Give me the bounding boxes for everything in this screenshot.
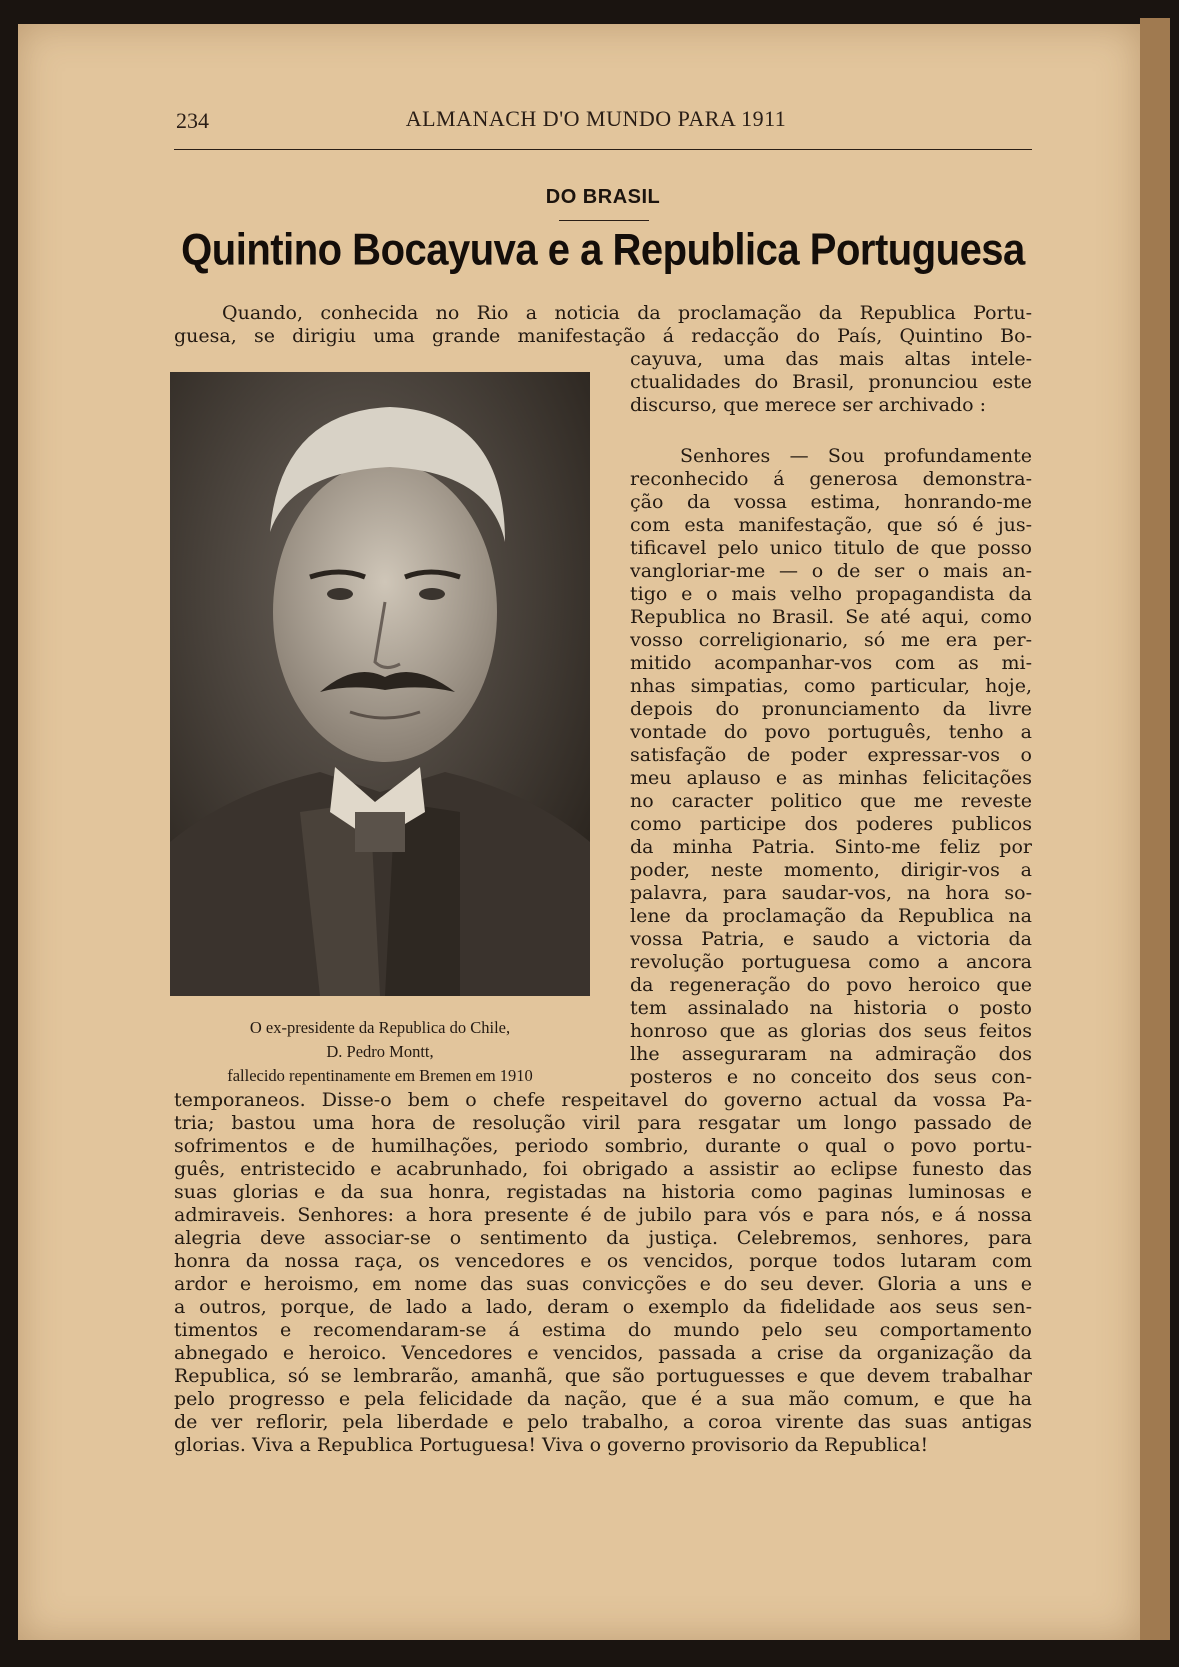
section-label: DO BRASIL — [545, 186, 661, 208]
speech-line: palavra, para saudar-vos, na hora so- — [630, 882, 1032, 904]
speech-line: honra da nossa raça, os vencedores e os vencidos, porque todos lutaram com — [174, 1250, 1032, 1272]
speech-line: revolução portuguesa como a ancora — [630, 951, 1032, 973]
speech-line: pelo progresso e pela felicidade da nação, que é a sua mão comum, e que ha — [174, 1388, 1032, 1410]
speech-line: Republica no Brasil. Se até aqui, como — [630, 606, 1032, 628]
speech-line: vosso correligionario, só me era per- — [630, 629, 1032, 651]
speech-line: vangloriar-me — o de ser o mais an- — [630, 560, 1032, 582]
figure-caption-line: fallecido repentinamente em Bremen em 1910 — [227, 1066, 533, 1085]
speech-line: Republica, só se lembrarão, amanhã, que são portuguesses e que devem trabalhar — [174, 1365, 1032, 1387]
speech-line: vontade do povo português, tenho a — [630, 721, 1032, 743]
running-head — [158, 88, 1034, 133]
speech-line: temporaneos. Disse-o bem o chefe respeitavel do governo actual da vossa Pa- — [174, 1089, 1032, 1111]
speech-line: tem assinalado na historia o posto — [630, 997, 1032, 1019]
portrait-photo — [170, 372, 590, 996]
intro-line: ctualidades do Brasil, pronunciou este — [630, 371, 1032, 393]
speech-line: glorias. Viva a Republica Portuguesa! Viva o governo provisorio da Republica! — [174, 1434, 929, 1456]
speech-line: vossa Patria, e saudo a victoria da — [630, 928, 1032, 950]
speech-line: como participe dos poderes publicos — [630, 813, 1032, 835]
speech-line: da minha Patria. Sinto-me feliz por — [630, 836, 1032, 858]
headline: Quintino Bocayuva e a Republica Portuguesa — [181, 225, 1025, 275]
speech-line: ção da vossa estima, honrando-me — [630, 491, 1032, 513]
intro-line: discurso, que merece ser archivado : — [630, 394, 986, 416]
speech-line: da regeneração do povo heroico que — [630, 974, 1032, 996]
speech-line: tificavel pelo unico titulo de que posso — [630, 537, 1032, 559]
speech-line: depois do pronunciamento da livre — [630, 698, 1032, 720]
speech-line: tigo e o mais velho propagandista da — [630, 583, 1032, 605]
page-edge — [1140, 18, 1170, 1640]
section-rule — [559, 220, 649, 221]
speech-line: sofrimentos e de humilhações, periodo sombrio, durante o qual o povo portu- — [174, 1135, 1032, 1157]
speech-line: alegria deve associar-se o sentimento da justiça. Celebremos, senhores, para — [174, 1227, 1032, 1249]
speech-line: mitido acompanhar-vos com as mi- — [630, 652, 1032, 674]
speech-line: ardor e heroismo, em nome das suas convicções e do seu dever. Gloria a uns e — [174, 1273, 1032, 1295]
speech-line: no caracter politico que me reveste — [630, 790, 1032, 812]
speech-line: meu aplauso e as minhas felicitações — [630, 767, 1032, 789]
page-number: 234 — [176, 108, 209, 133]
speech-line: timentos e recomendaram-se á estima do mundo pelo seu comportamento — [174, 1319, 1032, 1341]
speech-line: admiraveis. Senhores: a hora presente é de jubilo para vós e para nós, e á nossa — [174, 1204, 1032, 1226]
speech-line: posteros e no conceito dos seus con- — [630, 1066, 1032, 1088]
speech-line: nhas simpatias, como particular, hoje, — [630, 675, 1032, 697]
figure-caption-line: D. Pedro Montt, — [326, 1042, 434, 1061]
speech-line: abnegado e heroico. Vencedores e vencidos, passada a crise da organização da — [174, 1342, 1032, 1364]
intro-line: Quando, conhecida no Rio a noticia da proclamação da Republica Portu- — [222, 302, 1032, 324]
speech-line: Senhores — Sou profundamente — [680, 445, 1032, 467]
speech-line: guês, entristecido e acabrunhado, foi obrigado a assistir ao eclipse funesto das — [174, 1158, 1032, 1180]
header-rule — [174, 149, 1032, 150]
speech-line: poder, neste momento, dirigir-vos a — [630, 859, 1032, 881]
speech-line: satisfação de poder expressar-vos o — [630, 744, 1032, 766]
speech-line: lene da proclamação da Republica na — [630, 905, 1032, 927]
portrait-illustration — [170, 372, 590, 996]
intro-line: cayuva, uma das mais altas intele- — [630, 348, 1032, 370]
speech-line: com esta manifestação, que só é jus- — [630, 514, 1032, 536]
intro-line: guesa, se dirigiu uma grande manifestação á redacção do País, Quintino Bo- — [174, 325, 1032, 347]
speech-line: honroso que as glorias dos seus feitos — [630, 1020, 1032, 1042]
speech-line: tria; bastou uma hora de resolução viril para resgatar um longo passado de — [174, 1112, 1032, 1134]
speech-line: de ver reflorir, pela liberdade e pelo trabalho, a coroa virente das suas antigas — [174, 1411, 1032, 1433]
speech-line: lhe asseguraram na admiração dos — [630, 1043, 1032, 1065]
speech-line: reconhecido á generosa demonstra- — [630, 468, 1032, 490]
header-title: ALMANACH D'O MUNDO PARA 1911 — [405, 106, 787, 131]
figure-caption-line: O ex-presidente da Republica do Chile, — [249, 1018, 511, 1037]
speech-line: a outros, porque, de lado a lado, deram o exemplo da fidelidade aos seus sen- — [174, 1296, 1032, 1318]
speech-line: suas glorias e da sua honra, registadas na historia como paginas luminosas e — [174, 1181, 1032, 1203]
